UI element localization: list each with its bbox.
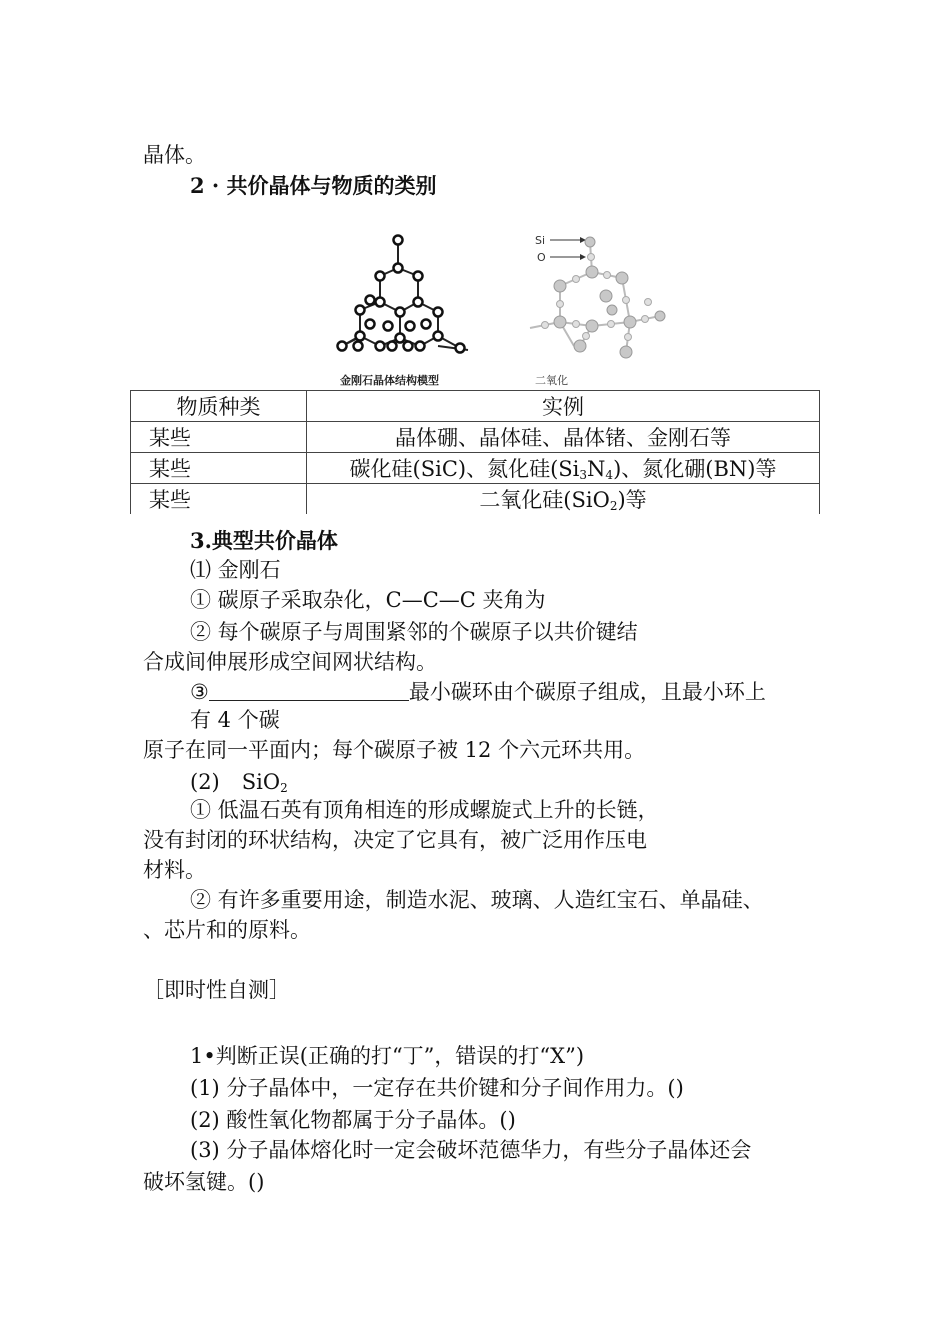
fill-in-blank	[209, 680, 409, 701]
figure-caption-left: 金刚石晶体结构模型	[340, 374, 439, 387]
text-line: ② 有许多重要用途，制造水泥、玻璃、人造红宝石、单晶硅、	[190, 888, 764, 912]
section-heading: 3.典型共价晶体	[190, 528, 338, 553]
table-header-cell: 物质种类	[131, 391, 307, 422]
text-line: 、芯片和的原料。	[143, 918, 311, 942]
section-heading: 2 · 共价晶体与物质的类别	[190, 173, 437, 198]
table-row	[131, 484, 820, 515]
text-line: ① 碳原子采取杂化，C—C—C 夹角为	[190, 588, 546, 612]
table-row	[131, 453, 820, 484]
text-line: 有 4 个碳	[190, 708, 280, 732]
text-line: ① 低温石英有顶角相连的形成螺旋式上升的长链，	[190, 798, 659, 822]
table-cell-type: 某些	[131, 484, 307, 515]
table-header-row	[131, 391, 820, 422]
question-line: (1) 分子晶体中，一定存在共价键和分子间作用力。()	[190, 1076, 684, 1100]
text-line: 没有封闭的环状结构，决定了它具有，被广泛用作压电	[143, 828, 647, 852]
table-cell-type: 某些	[131, 453, 307, 484]
self-test-heading: ［即时性自测］	[143, 978, 290, 1002]
text-line: (2) SiO$_2$	[190, 770, 288, 795]
table-cell-type: 某些	[131, 422, 307, 453]
crystal-category-table	[130, 390, 820, 514]
text-line: 材料。	[143, 858, 206, 882]
text-line: ② 每个碳原子与周围紧邻的个碳原子以共价键结	[190, 620, 638, 644]
svg-text:O: O	[537, 251, 546, 264]
figure-caption-right: 二氧化	[535, 374, 568, 387]
text-line: ⑴ 金刚石	[190, 558, 281, 582]
table-cell-example: 二氧化硅(SiO$_2$)等	[307, 484, 820, 515]
question-line: (3) 分子晶体熔化时一定会破坏范德华力，有些分子晶体还会	[190, 1138, 752, 1162]
table-header-cell: 实例	[307, 391, 820, 422]
text-line: 原子在同一平面内；每个碳原子被 12 个六元环共用。	[143, 738, 646, 762]
crystal-structure-figure	[330, 228, 680, 388]
sio2-structure-model	[530, 234, 665, 387]
svg-text:Si: Si	[535, 234, 546, 247]
table-cell-example: 碳化硅(SiC)、氮化硅$(Si_3N_4)$、氮化硼(BN)等	[307, 453, 820, 484]
table-cell-example: 晶体硼、晶体硅、晶体锗、金刚石等	[307, 422, 820, 453]
question-line: 破坏氢键。()	[143, 1170, 265, 1194]
text-line: 晶体。	[143, 143, 206, 167]
table-row	[131, 422, 820, 453]
question-line: (2) 酸性氧化物都属于分子晶体。()	[190, 1108, 516, 1132]
text-line: 合成间伸展形成空间网状结构。	[143, 650, 437, 674]
text-line: ③ 最小碳环由个碳原子组成，且最小环上	[190, 680, 766, 704]
question-line: 1•判断正误(正确的打“丁”，错误的打“X”)	[190, 1044, 585, 1068]
